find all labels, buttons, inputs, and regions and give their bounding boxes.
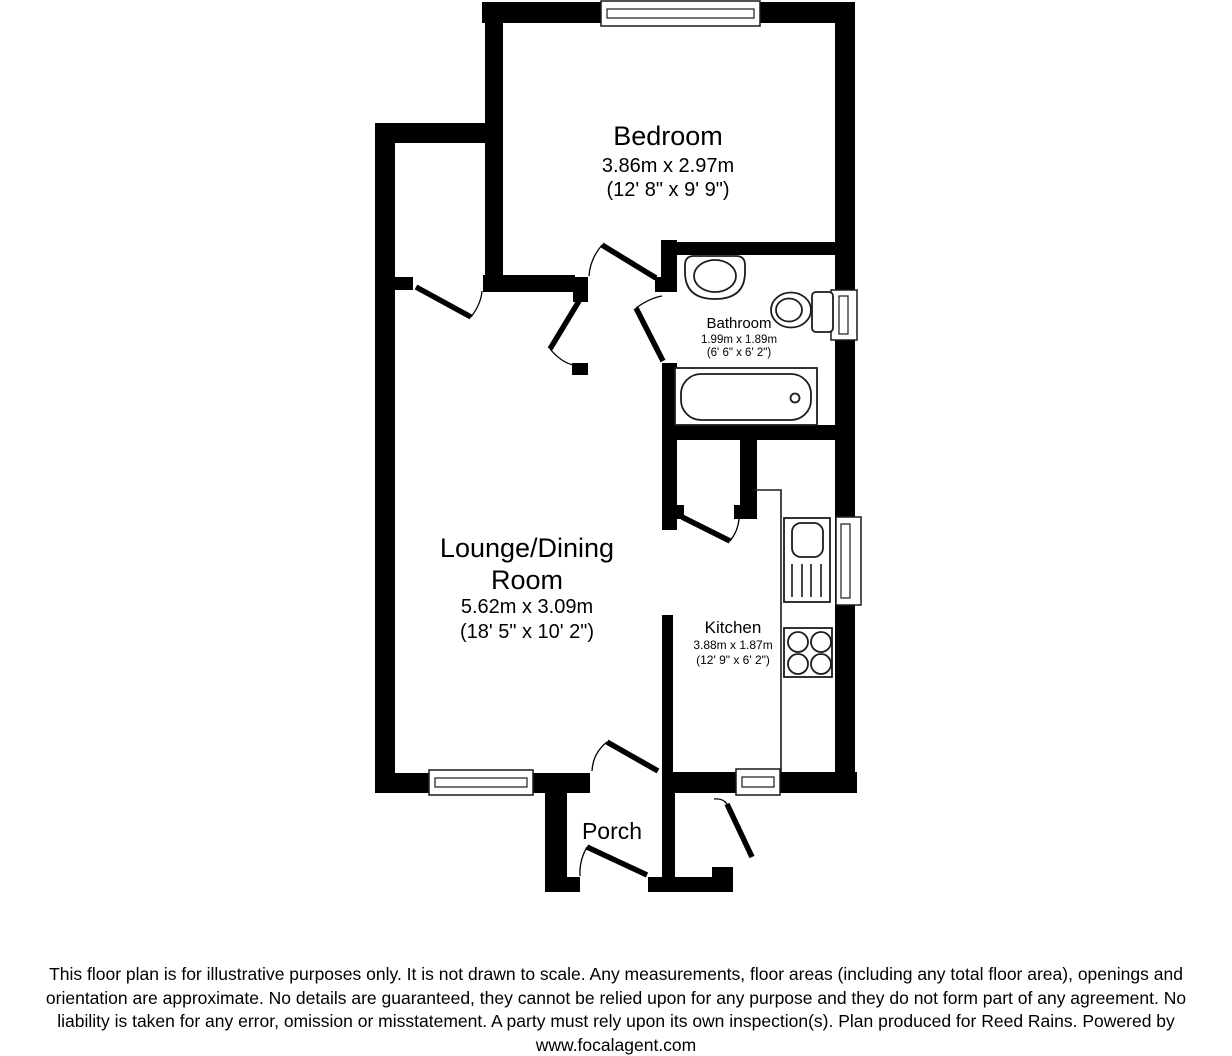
kitchen-window-icon — [836, 517, 861, 605]
kitchen-metric: 3.88m x 1.87m — [693, 638, 773, 652]
porch-inner-door-icon — [592, 742, 658, 771]
bathroom-label: Bathroom — [706, 315, 772, 332]
wall-segment — [395, 277, 413, 290]
bathroom-room — [701, 315, 777, 359]
hob-icon — [784, 628, 832, 677]
bathtub-icon — [675, 368, 817, 425]
wall-segment — [662, 772, 675, 892]
porch-room — [582, 818, 642, 844]
lounge-room — [440, 533, 614, 643]
lounge-label-line2: Room — [490, 565, 564, 595]
lounge-metric: 5.62m x 3.09m — [460, 596, 594, 618]
wall-segment — [740, 440, 757, 507]
disclaimer-line-4: www.focalagent.com — [535, 1034, 697, 1055]
wall-segment — [545, 877, 580, 892]
disclaimer-line-2: orientation are approximate. No details are guaranteed, they cannot be relied upon for any purpose and they do not form part of any agreement. No — [45, 987, 1187, 1008]
wall-segment — [712, 867, 733, 892]
wall-segment — [375, 123, 395, 793]
bathroom-window-icon — [831, 290, 857, 340]
wall-segment — [573, 277, 588, 302]
bedroom-label: Bedroom — [613, 121, 723, 151]
wall-segment — [483, 275, 575, 292]
bedroom-metric: 3.86m x 2.97m — [601, 155, 735, 177]
front-door-icon — [580, 847, 647, 876]
bedroom-room — [602, 121, 734, 201]
lounge-window-icon — [429, 770, 533, 795]
wall-segment — [734, 505, 757, 519]
wall-segment — [662, 425, 835, 440]
lounge-imperial: (18' 5" x 10' 2") — [459, 621, 595, 643]
disclaimer-text — [0, 963, 1232, 1056]
wall-segment — [835, 2, 855, 793]
wall-segment — [662, 615, 673, 773]
bedroom-door-icon — [589, 245, 656, 278]
bathroom-door-icon — [636, 296, 663, 361]
bedroom-imperial: (12' 8" x 9' 9") — [606, 179, 730, 201]
porch-label: Porch — [581, 818, 643, 844]
bathroom-metric: 1.99m x 1.89m — [700, 334, 778, 346]
kitchen-room — [693, 618, 772, 667]
kitchen-door-icon — [682, 517, 739, 541]
disclaimer-line-1: This floor plan is for illustrative purposes only. It is not drawn to scale. Any measurements, floor areas (including any total floor area), openings and — [49, 964, 1183, 984]
kitchen-label: Kitchen — [704, 618, 762, 637]
wall-segment — [670, 505, 684, 519]
kitchen-sink-icon — [784, 518, 830, 602]
toilet-icon — [771, 292, 833, 332]
lounge-label-line1: Lounge/Dining — [439, 533, 615, 563]
wall-segment — [661, 242, 855, 255]
wall-segment — [572, 363, 588, 375]
disclaimer-line-3: liability is taken for any error, omission or misstatement. A party must rely upon its own inspection(s). Plan produced for Reed Rains. Powered by — [57, 1011, 1175, 1031]
bathroom-imperial: (6' 6" x 6' 2") — [706, 347, 772, 359]
lounge-door-icon — [550, 301, 579, 365]
kitchen-back-window-icon — [736, 769, 780, 795]
bedroom-window-icon — [601, 1, 760, 26]
bathroom-sink-icon — [685, 256, 745, 299]
side-door-icon — [714, 799, 752, 857]
kitchen-imperial: (12' 9" x 6' 2") — [696, 653, 770, 667]
closet-door-icon — [416, 287, 482, 317]
